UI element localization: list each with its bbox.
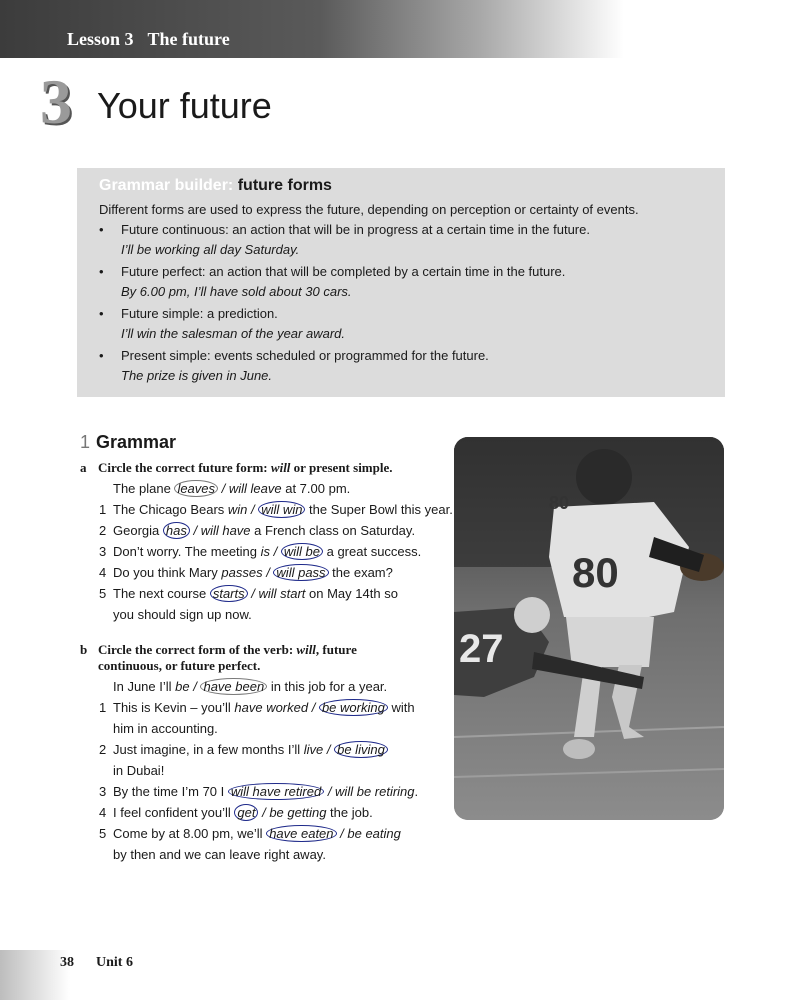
lesson-topic: The future xyxy=(147,29,230,49)
exercise-item: 2 Just imagine, in a few months I’ll live / be living xyxy=(99,742,388,757)
exercise-example: In June I’ll be / have been in this job for a year. xyxy=(113,679,388,694)
circled-answer[interactable]: get xyxy=(234,804,258,821)
grammar-rule: • Future continuous: an action that will be in progress at a certain time in the future. I’ll be working all day Saturday. xyxy=(99,222,590,257)
page-number: 38 xyxy=(60,955,74,970)
grammar-builder-intro: Different forms are used to express the future, depending on perception or certainty of events. xyxy=(99,202,639,217)
grammar-example: The prize is given in June. xyxy=(121,368,273,383)
unit-label: Unit 6 xyxy=(96,955,133,970)
page-title: Your future xyxy=(97,85,272,126)
answer-option[interactable]: will leave xyxy=(228,481,282,496)
defender-number: 27 xyxy=(459,627,504,671)
answer-option[interactable]: be getting xyxy=(269,805,327,820)
exercise-example: The plane leaves / will leave at 7.00 pm. xyxy=(113,481,351,496)
runner-pants xyxy=(566,617,654,667)
answer-option[interactable]: is xyxy=(260,544,271,559)
answer-option[interactable]: live xyxy=(303,742,324,757)
lesson-label: Lesson 3 xyxy=(67,29,134,49)
exercise-item: 3 Don’t worry. The meeting is / will be a great success. xyxy=(99,544,422,559)
answer-option[interactable]: be eating xyxy=(347,826,401,841)
exercise-item: 4 Do you think Mary passes / will pass the exam? xyxy=(99,565,393,580)
circled-answer[interactable]: have eaten xyxy=(266,825,336,842)
exercise-a-instruction: a Circle the correct future form: will or present simple. xyxy=(80,460,393,475)
section-title: Grammar xyxy=(96,432,177,452)
exercise-item-continuation: you should sign up now. xyxy=(113,607,252,622)
bullet: • xyxy=(99,348,104,363)
circled-answer[interactable]: has xyxy=(163,522,190,539)
exercise-letter: b xyxy=(80,642,88,657)
grammar-rule: • Present simple: events scheduled or programmed for the future. The prize is given in June. xyxy=(99,348,489,383)
answer-option[interactable]: win xyxy=(227,502,248,517)
circled-answer[interactable]: be working xyxy=(319,699,388,716)
answer-option[interactable]: be xyxy=(175,679,190,694)
section-heading xyxy=(80,432,176,453)
answer-option[interactable]: will be retiring xyxy=(335,784,415,799)
runner-shoe xyxy=(563,739,595,759)
exercise-item-continuation: him in accounting. xyxy=(113,721,218,736)
answer-option[interactable]: will start xyxy=(258,586,306,601)
circled-answer[interactable]: will pass xyxy=(273,564,328,581)
grammar-example: I’ll win the salesman of the year award. xyxy=(121,326,345,341)
exercise-item-continuation: in Dubai! xyxy=(113,763,165,778)
grammar-example: I’ll be working all day Saturday. xyxy=(121,242,300,257)
answer-option[interactable]: have worked xyxy=(234,700,309,715)
grammar-rule: • Future simple: a prediction. I’ll win the salesman of the year award. xyxy=(99,306,345,341)
section-number: 1 xyxy=(80,432,91,452)
exercise-item-continuation: by then and we can leave right away. xyxy=(113,847,326,862)
football-photo xyxy=(454,437,724,820)
lesson-header xyxy=(67,29,230,50)
exercise-b-instruction: b Circle the correct form of the verb: will, future continuous, or future perfect. xyxy=(80,642,357,673)
circled-answer[interactable]: will have retired xyxy=(228,783,324,800)
grammar-builder-label: Grammar builder: xyxy=(99,177,234,194)
circled-answer[interactable]: starts xyxy=(210,585,248,602)
jersey-front-number: 80 xyxy=(572,549,619,596)
circled-answer[interactable]: will win xyxy=(258,501,305,518)
answer-option[interactable]: passes xyxy=(221,565,263,580)
exercise-item: 1 This is Kevin – you’ll have worked / be working with xyxy=(99,700,415,715)
bullet: • xyxy=(99,306,104,321)
exercise-letter: a xyxy=(80,460,87,475)
lesson-number: 3 xyxy=(40,66,72,137)
grammar-rule: • Future perfect: an action that will be completed by a certain time in the future. By 6.00 pm, I’ll have sold about 30 cars. xyxy=(99,264,566,299)
runner-helmet xyxy=(576,449,632,505)
bullet: • xyxy=(99,222,104,237)
page-footer xyxy=(60,955,133,971)
circled-answer[interactable]: be living xyxy=(334,741,388,758)
bullet: • xyxy=(99,264,104,279)
grammar-builder-box xyxy=(77,168,725,397)
exercise-item: 3 By the time I’m 70 I will have retired / will be retiring. xyxy=(99,784,419,799)
exercise-item: 2 Georgia has / will have a French class on Saturday. xyxy=(99,523,416,538)
answer-option[interactable]: will have xyxy=(200,523,251,538)
defender-helmet xyxy=(514,597,550,633)
grammar-builder-heading xyxy=(99,177,332,195)
grammar-example: By 6.00 pm, I’ll have sold about 30 cars. xyxy=(121,284,352,299)
circled-answer[interactable]: have been xyxy=(200,678,267,695)
circled-answer[interactable]: will be xyxy=(281,543,323,560)
exercise-item: 4 I feel confident you’ll get / be getting the job. xyxy=(99,805,373,820)
exercise-item: 5 Come by at 8.00 pm, we’ll have eaten / be eating xyxy=(99,826,401,841)
exercise-item: 1 The Chicago Bears win / will win the Super Bowl this year. xyxy=(99,502,453,517)
jersey-shoulder-number: 80 xyxy=(549,493,570,513)
football-illustration xyxy=(454,437,724,820)
circled-answer[interactable]: leaves xyxy=(174,480,218,497)
exercise-item: 5 The next course starts / will start on May 14th so xyxy=(99,586,398,601)
grammar-builder-topic: future forms xyxy=(237,177,332,194)
